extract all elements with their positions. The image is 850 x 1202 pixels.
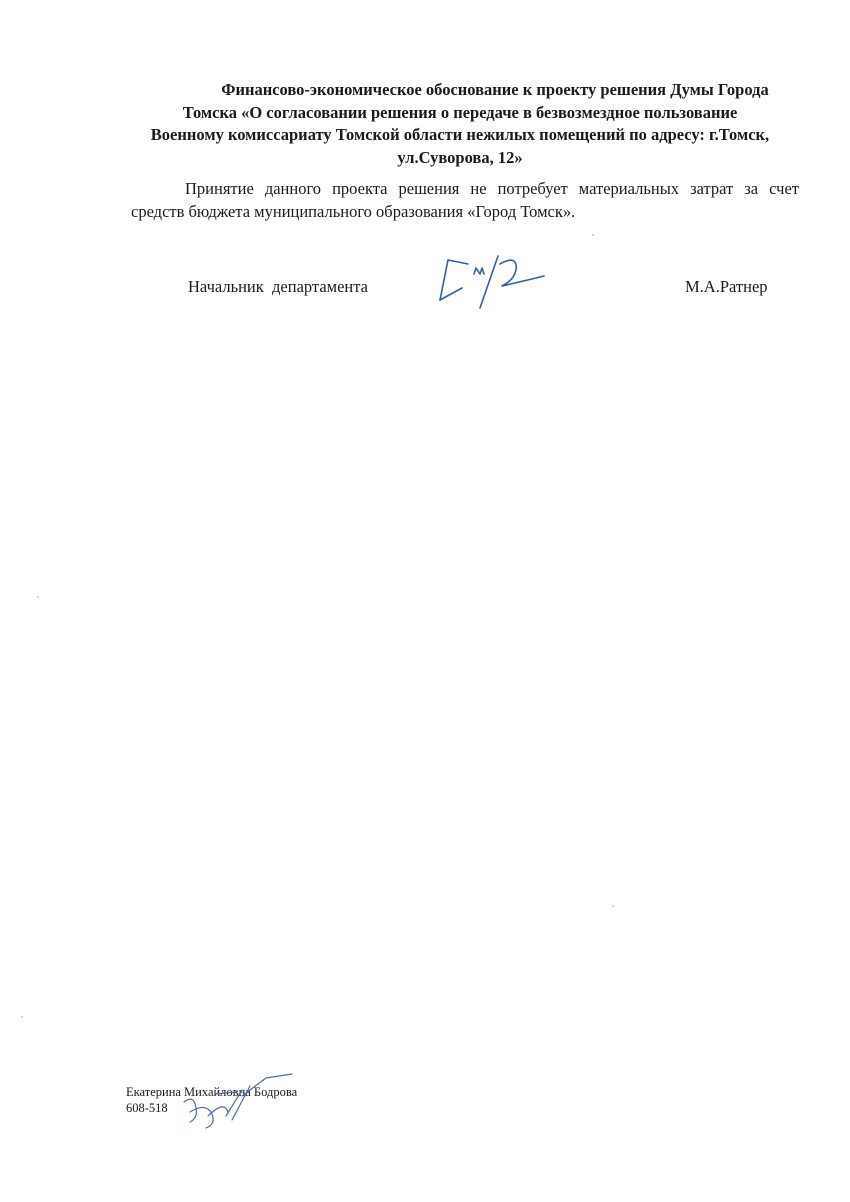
- signer-position: Начальник департамента: [188, 277, 369, 296]
- executor-phone: 608-518: [126, 1101, 168, 1115]
- signature-image: [432, 250, 552, 310]
- title-line: Военному комиссариату Томской области нежилых помещений по адресу: г.Томск,: [150, 125, 770, 144]
- title-line: Томска «О согласовании решения о передаче в безвозмездное пользование: [182, 102, 738, 122]
- scan-speck: [21, 1016, 23, 1018]
- body-line: средств бюджета муниципального образования «Город Томск».: [131, 201, 576, 221]
- document-title: [120, 79, 800, 169]
- scan-speck: [37, 596, 39, 598]
- executor-name: Екатерина Михайловна Бодрова: [126, 1085, 298, 1099]
- body-line: Принятие данного проекта решения не потребует материальных затрат за счет: [185, 179, 799, 198]
- scan-speck: [592, 234, 594, 236]
- title-line: ул.Суворова, 12»: [397, 147, 523, 167]
- body-paragraph: [131, 178, 799, 223]
- executor-signature-image: [172, 1072, 302, 1134]
- signer-name: М.А.Ратнер: [685, 277, 768, 296]
- scan-speck: [612, 905, 614, 907]
- title-line: Финансово-экономическое обоснование к проекту решения Думы Города: [221, 80, 769, 99]
